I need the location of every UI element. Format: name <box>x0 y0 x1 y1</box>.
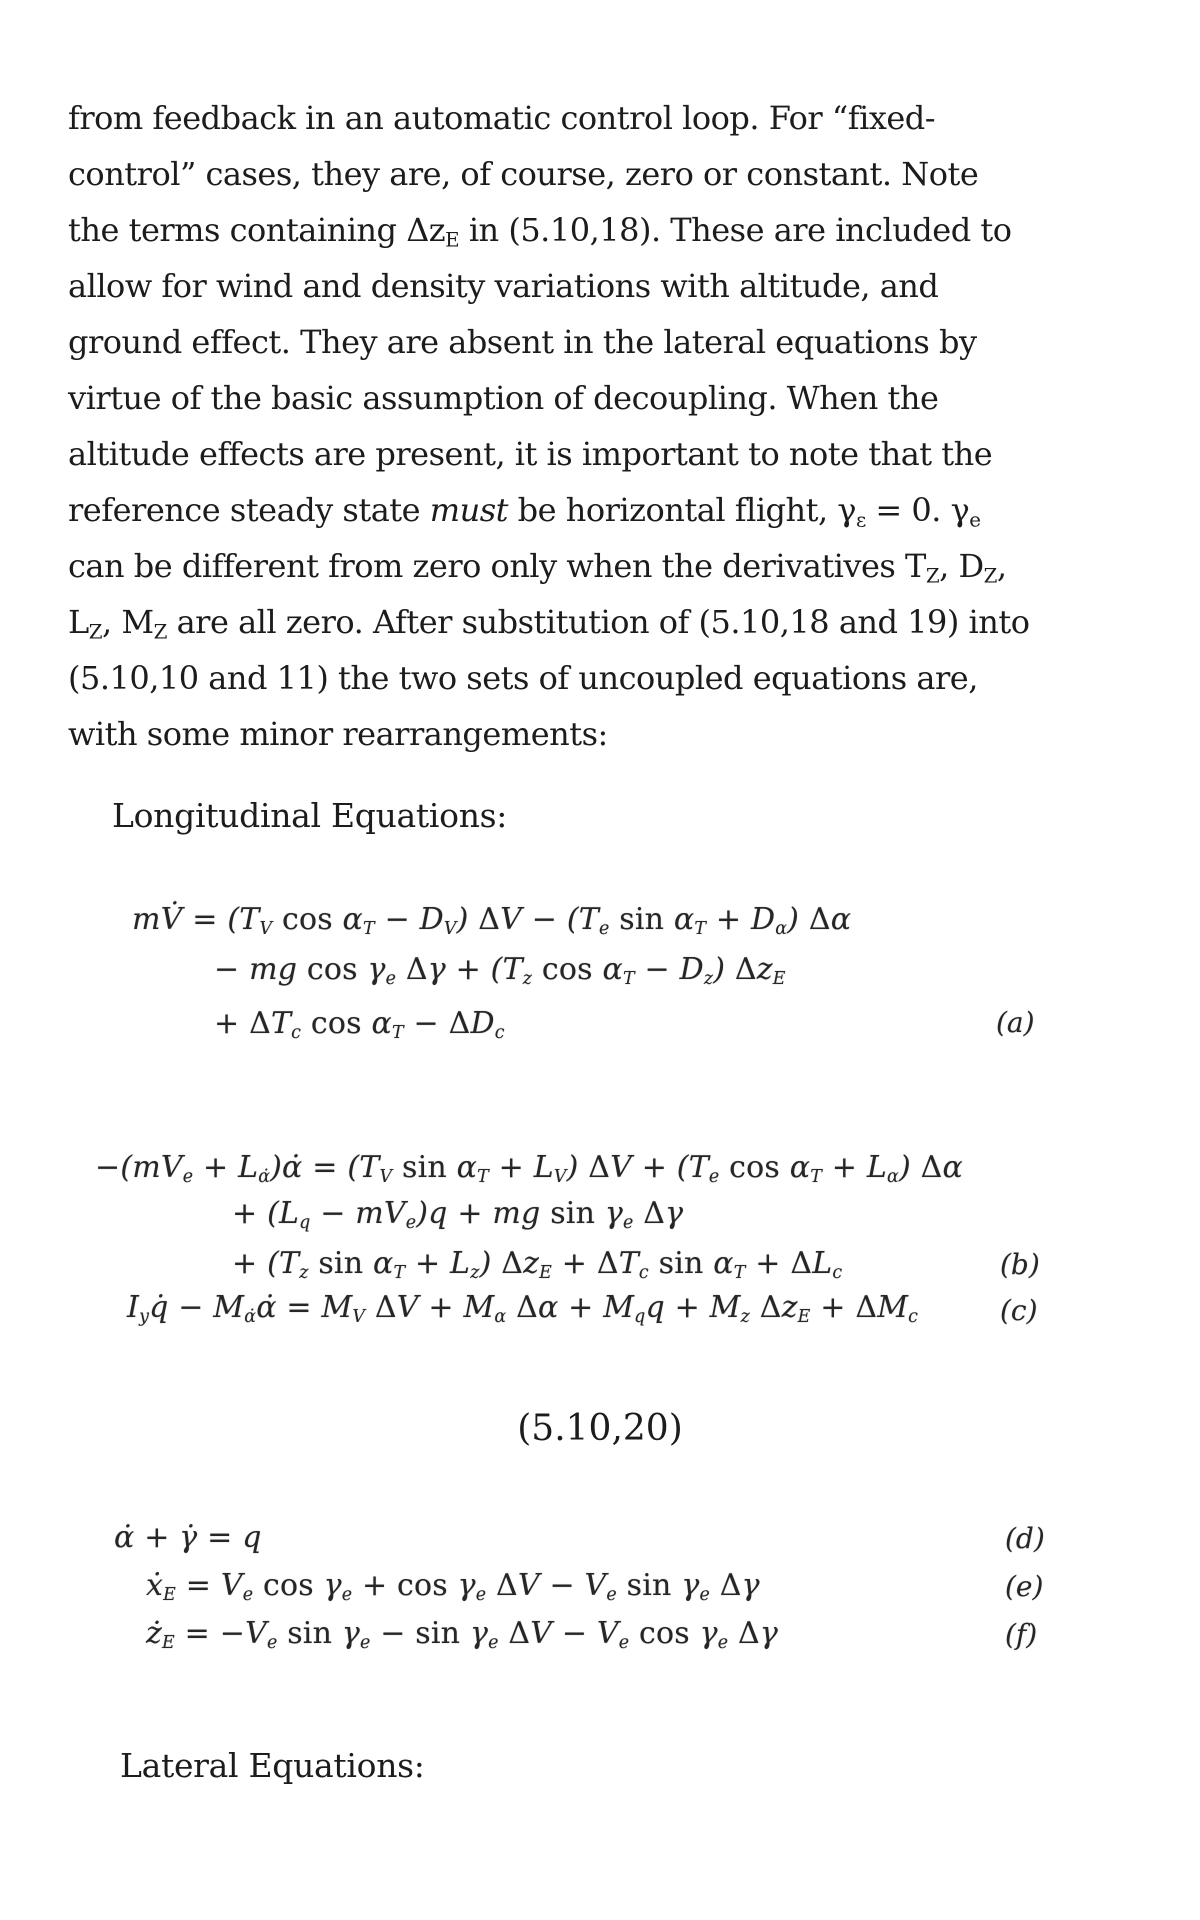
paragraph-line: reference steady state must be horizontal flight, $\gamma_\varepsilon = 0$. $\gamma_e$ <box>68 491 981 532</box>
equation-d-label: (d) <box>1005 1522 1045 1555</box>
equation-group-number: (5.10,20) <box>517 1408 683 1449</box>
paragraph-line: with some minor rearrangements: <box>68 715 608 753</box>
paragraph-line: can be different from zero only when the derivatives $T_Z$, $D_Z$, <box>68 547 1007 588</box>
equation-c-label: (c) <box>1000 1294 1038 1327</box>
paragraph-line: $L_Z$, $M_Z$ are all zero. After substitution of (5.10,18 and 19) into <box>68 603 1030 644</box>
paragraph-line: from feedback in an automatic control loop. For “fixed- <box>68 99 936 137</box>
equation-a-line-3: + $\Delta T_c$ $\cos \alpha_T - \Delta D_c$ <box>214 1006 505 1043</box>
paragraph-line: (5.10,10 and 11) the two sets of uncoupled equations are, <box>68 659 978 697</box>
equation-e-label: (e) <box>1005 1570 1044 1603</box>
equation-d: α̇ + γ̇ = q <box>114 1520 262 1555</box>
equation-b-line-1: $-(mV_e$ + $L_{\alphȧ})\alphȧ = (T_V$ $\sin \alpha_T + L_V$) $\Delta V + (T_e$ $\cos \alpha_T + L_\alpha$) Δα <box>95 1150 963 1187</box>
paragraph-line: virtue of the basic assumption of decoupling. When the <box>68 379 939 417</box>
lateral-equations-heading: Lateral Equations: <box>120 1746 425 1785</box>
equation-a-line-1: mV̇ = ($T_V$ $\cos \alpha_T - D_V$) $\Delta V - (T_e$ $\sin \alpha_T + D_\alpha$) Δα <box>132 902 852 939</box>
equation-e: $ẋ_E = V_e$ $\cos \gamma_e + \cos \gamma_e$ $\Delta V - V_e$ $\sin \gamma_e$ Δγ <box>146 1568 760 1605</box>
paragraph-line: the terms containing $\Delta z_E$ in (5.10,18). These are included to <box>68 211 1012 252</box>
equation-b-line-3: + ($T_z$ $\sin \alpha_T + L_z$) $\Delta z_E + \Delta T_c$ $\sin \alpha_T + \Delta L_c$ <box>232 1246 843 1283</box>
equation-a-label: (a) <box>996 1006 1035 1039</box>
equation-f-label: (f) <box>1005 1618 1038 1651</box>
equation-a-line-2: − mg $\cos \gamma_e$ $\Delta\gamma + (T_z$ $\cos \alpha_T - D_z$) $\Delta z_E$ <box>214 952 786 989</box>
equation-f: $ż_E = -V_e$ $\sin \gamma_e - \sin \gamma_e$ $\Delta V - V_e$ $\cos \gamma_e$ Δγ <box>146 1616 779 1653</box>
equation-b-line-2: + $(L_q - mV_e)q$ + mg $\sin \gamma_e$ Δγ <box>232 1196 684 1233</box>
body-paragraph <box>68 90 1030 762</box>
paragraph-line: altitude effects are present, it is important to note that the <box>68 435 993 473</box>
paragraph-line: ground effect. They are absent in the lateral equations by <box>68 323 977 361</box>
equation-c: $I_yq̇$ − $M_{\alphȧ}\alphȧ = M_V$ $\Delta V + M_\alpha$ $\Delta\alpha + M_qq + M_z$ $\Delta z_E + \Delta M_c$ <box>127 1290 919 1327</box>
equation-b-label: (b) <box>1000 1248 1040 1281</box>
longitudinal-equations-heading: Longitudinal Equations: <box>112 796 508 835</box>
paragraph-line: control” cases, they are, of course, zero or constant. Note <box>68 155 979 193</box>
paragraph-line: allow for wind and density variations with altitude, and <box>68 267 939 305</box>
